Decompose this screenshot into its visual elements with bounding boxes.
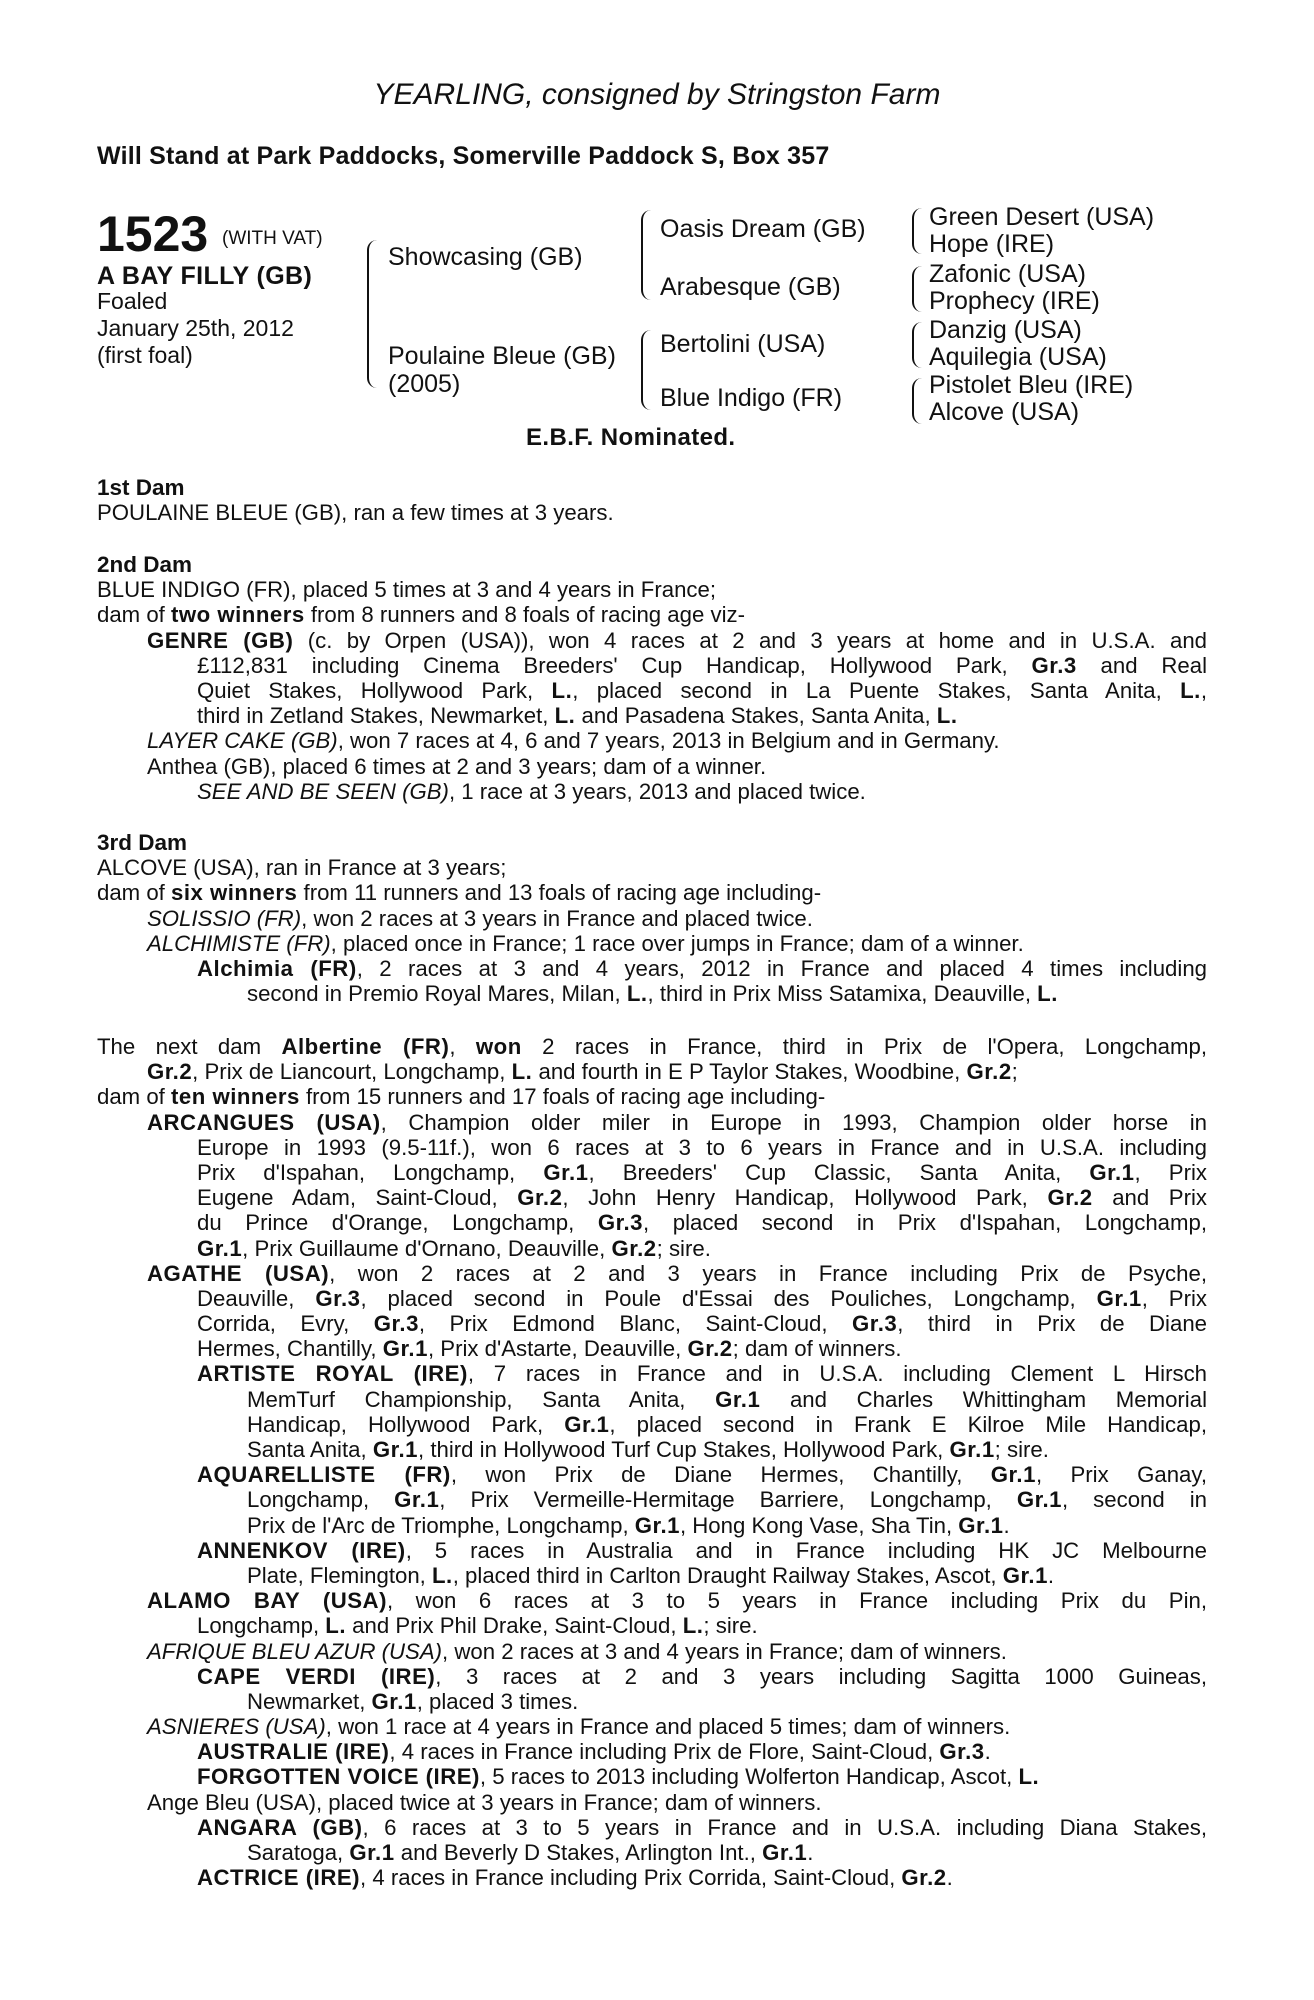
text-line: [97, 653, 1207, 678]
first-dam-section: [97, 475, 1207, 525]
bold-text: ARCANGUES (USA): [147, 1109, 381, 1135]
text-segment: , Champion older miler in Europe in 1993, Champion older horse in: [380, 1109, 1208, 1135]
third-dam-section: [97, 830, 1207, 1006]
italic-text: ALCHIMISTE (FR): [147, 930, 331, 956]
text-segment: dam of: [97, 880, 171, 906]
text-segment: , 6 races at 3 to 5 years in France and in U.S.A. including Diana Stakes,: [362, 1814, 1207, 1840]
italic-text: SOLISSIO (FR): [147, 905, 302, 931]
text-line: [97, 1487, 1207, 1512]
text-segment: , placed second in Poule d'Essai des Pouliches, Longchamp,: [360, 1285, 1097, 1311]
text-segment: from 11 runners and 13 foals of racing age including-: [297, 880, 822, 906]
text-segment: and Beverly D Stakes, Arlington Int.,: [394, 1840, 763, 1865]
pedigree-brace-main: [367, 240, 379, 388]
pedigree-sdd: Prophecy (IRE): [929, 287, 1100, 315]
foaled-label: Foaled: [97, 288, 168, 314]
italic-text: SEE AND BE SEEN (GB): [197, 778, 449, 804]
bold-text: Gr.1: [949, 1437, 995, 1462]
text-segment: The next dam: [97, 1034, 282, 1059]
text-line: [97, 1210, 1207, 1235]
text-segment: and Prix Phil Drake, Saint-Cloud,: [346, 1613, 683, 1639]
bold-text: Gr.2: [611, 1235, 657, 1261]
bold-text: ten winners: [171, 1084, 300, 1110]
pedigree-dds: Pistolet Bleu (IRE): [929, 371, 1134, 399]
ebf-nominated: E.B.F. Nominated.: [526, 424, 736, 451]
text-line: [97, 1739, 1207, 1764]
text-line: [97, 628, 1207, 653]
bold-text: Gr.1: [1016, 1487, 1063, 1513]
pedigree-brace-sd: [912, 266, 922, 312]
text-segment: , won 6 races at 3 to 5 years in France including Prix du Pin,: [386, 1588, 1208, 1614]
bold-text: ACTRICE (IRE): [197, 1865, 361, 1891]
text-segment: , Prix d'Astarte, Deauville,: [427, 1336, 688, 1362]
text-segment: , placed second in Prix d'Ispahan, Longchamp,: [643, 1210, 1208, 1236]
text-segment: ;: [1011, 1059, 1018, 1085]
bold-text: Gr.1: [762, 1840, 808, 1865]
text-segment: Prix de l'Arc de Triomphe, Longchamp,: [247, 1512, 635, 1538]
text-segment: .: [807, 1840, 814, 1865]
bold-text: Gr.3: [597, 1210, 644, 1236]
text-segment: , won 2 races at 3 years in France and placed twice.: [301, 905, 813, 931]
text-line: [97, 1286, 1207, 1311]
text-segment: Santa Anita,: [247, 1437, 373, 1462]
bold-text: GENRE (GB): [147, 627, 294, 653]
pedigree-brace-ss: [912, 208, 922, 254]
text-line: [97, 1387, 1207, 1412]
text-line: [97, 703, 1207, 728]
bold-text: Gr.1: [990, 1462, 1036, 1488]
text-line: [97, 880, 1207, 905]
text-segment: , third in Prix de Diane: [897, 1311, 1207, 1337]
text-segment: .: [1003, 1512, 1010, 1538]
text-line: [97, 1059, 1207, 1084]
text-segment: .: [946, 1865, 953, 1891]
third-dam-lines: [97, 855, 1207, 1006]
text-segment: , won 7 races at 4, 6 and 7 years, 2013 in Belgium and in Germany.: [337, 728, 1000, 754]
section-heading: 2nd Dam: [97, 552, 193, 577]
text-segment: , Hong Kong Vase, Sha Tin,: [679, 1512, 959, 1538]
text-segment: , Prix: [1134, 1159, 1207, 1185]
text-line: [97, 931, 1207, 956]
lot-number: 1523: [97, 206, 209, 262]
pedigree-dam: Poulaine Bleue (GB): [388, 342, 616, 370]
bold-text: L.: [551, 677, 573, 703]
bold-text: L.: [511, 1059, 533, 1085]
bold-text: ANGARA (GB): [197, 1814, 363, 1840]
text-segment: 2 races in France, third in Prix de l'Opera, Longchamp,: [521, 1034, 1207, 1059]
text-segment: , third in Prix Miss Satamixa, Deauville,: [647, 981, 1038, 1007]
bold-text: Albertine (FR): [281, 1034, 450, 1059]
pedigree-sds: Zafonic (USA): [929, 260, 1086, 288]
pedigree-brace-dam: [641, 330, 651, 410]
text-line: [97, 1639, 1207, 1664]
text-segment: du Prince d'Orange, Longchamp,: [197, 1210, 598, 1236]
text-segment: BLUE INDIGO (FR), placed 5 times at 3 and 4 years in France;: [97, 577, 717, 603]
bold-text: L.: [936, 703, 958, 729]
pedigree-dam-year: (2005): [388, 370, 461, 398]
text-segment: , placed once in France; 1 race over jumps in France; dam of a winner.: [330, 930, 1024, 956]
text-segment: third in Zetland Stakes, Newmarket,: [197, 703, 555, 729]
bold-text: Gr.3: [852, 1311, 898, 1337]
text-segment: ; dam of winners.: [732, 1336, 902, 1362]
text-segment: , 7 races in France and in U.S.A. including Clement L Hirsch: [467, 1361, 1208, 1387]
text-segment: , placed third in Carlton Draught Railway Stakes, Ascot,: [452, 1562, 1003, 1588]
text-segment: from 8 runners and 8 foals of racing age viz-: [304, 602, 745, 628]
text-segment: Handicap, Hollywood Park,: [247, 1411, 565, 1437]
bold-text: Gr.2: [901, 1865, 947, 1891]
text-segment: dam of: [97, 602, 171, 628]
text-line: [97, 1160, 1207, 1185]
text-line: [97, 1261, 1207, 1286]
text-segment: , Prix Vermeille-Hermitage Barriere, Longchamp,: [439, 1487, 1017, 1513]
text-line: [97, 1513, 1207, 1538]
text-segment: , won 1 race at 4 years in France and placed 5 times; dam of winners.: [325, 1714, 1011, 1740]
bold-text: Gr.1: [958, 1512, 1004, 1538]
text-line: [97, 1185, 1207, 1210]
bold-text: L.: [554, 703, 576, 729]
pedigree-dss: Danzig (USA): [929, 316, 1082, 344]
pedigree-ddd: Alcove (USA): [929, 398, 1080, 426]
text-segment: , 5 races in Australia and in France including HK JC Melbourne: [405, 1537, 1207, 1563]
text-line: [97, 1110, 1207, 1135]
bold-text: ANNENKOV (IRE): [197, 1537, 406, 1563]
text-line: [97, 1538, 1207, 1563]
text-segment: ,: [449, 1034, 476, 1059]
text-segment: and Real: [1076, 652, 1207, 678]
bold-text: Gr.1: [372, 1437, 418, 1462]
text-segment: , placed second in Frank E Kilroe Mile Handicap,: [609, 1411, 1207, 1437]
text-segment: , 2 races at 3 and 4 years, 2012 in France and placed 4 times including: [356, 955, 1208, 981]
bold-text: L.: [1037, 981, 1058, 1007]
bold-text: Gr.1: [371, 1688, 417, 1714]
text-segment: dam of: [97, 1084, 171, 1110]
vat-note: (WITH VAT): [222, 228, 323, 249]
text-segment: , Prix Guillaume d'Ornano, Deauville,: [242, 1235, 612, 1261]
text-segment: ; sire.: [703, 1613, 758, 1639]
text-segment: from 15 runners and 17 foals of racing age including-: [299, 1084, 826, 1110]
text-segment: , Breeders' Cup Classic, Santa Anita,: [588, 1159, 1090, 1185]
bold-text: FORGOTTEN VOICE (IRE): [197, 1764, 480, 1790]
next-dam-lines: [97, 1034, 1207, 1890]
pedigree-sire-dam: Arabesque (GB): [660, 273, 841, 301]
text-segment: Saratoga,: [247, 1840, 350, 1865]
bold-text: ALAMO BAY (USA): [147, 1588, 387, 1614]
text-line: [97, 855, 1207, 880]
pedigree-sire: Showcasing (GB): [388, 243, 583, 271]
text-segment: Longchamp,: [247, 1487, 395, 1513]
first-dam-text: POULAINE BLEUE (GB), ran a few times at 3 years.: [97, 500, 614, 526]
text-line: [97, 728, 1207, 753]
text-line: [97, 1034, 1207, 1059]
text-line: [97, 956, 1207, 981]
pedigree-ssd: Hope (IRE): [929, 230, 1055, 258]
bold-text: CAPE VERDI (IRE): [197, 1663, 436, 1689]
catalogue-header: YEARLING, consigned by Stringston Farm: [373, 78, 941, 111]
text-segment: , 1 race at 3 years, 2013 and placed twice.: [448, 778, 866, 804]
text-segment: , 5 races to 2013 including Wolferton Handicap, Ascot,: [479, 1764, 1019, 1790]
text-line: [97, 1437, 1207, 1462]
bold-text: Gr.1: [564, 1411, 610, 1437]
bold-text: Gr.1: [1096, 1285, 1142, 1311]
bold-text: L.: [682, 1613, 704, 1639]
text-segment: and Pasadena Stakes, Santa Anita,: [575, 703, 937, 729]
text-line: [97, 1084, 1207, 1109]
text-line: [97, 1613, 1207, 1638]
text-segment: Europe in 1993 (9.5-11f.), won 6 races at 3 to 6 years in France and in U.S.A. including: [197, 1134, 1207, 1160]
first-foal-note: (first foal): [97, 342, 193, 368]
text-segment: ; sire.: [656, 1235, 711, 1261]
text-segment: ,: [1200, 677, 1207, 703]
bold-text: Gr.1: [715, 1386, 761, 1412]
text-segment: , Prix Edmond Blanc, Saint-Cloud,: [418, 1311, 853, 1337]
text-line: [97, 1135, 1207, 1160]
text-line: [97, 1764, 1207, 1789]
italic-text: LAYER CAKE (GB): [147, 728, 338, 754]
bold-text: L.: [1018, 1764, 1040, 1790]
section-heading: 3rd Dam: [97, 830, 188, 855]
text-segment: £112,831 including Cinema Breeders' Cup Handicap, Hollywood Park,: [197, 652, 1032, 678]
foaled-date: January 25th, 2012: [97, 315, 294, 341]
bold-text: Gr.1: [543, 1159, 589, 1185]
text-line: [97, 1865, 1207, 1890]
text-segment: Corrida, Evry,: [197, 1311, 374, 1337]
text-line: [97, 1361, 1207, 1386]
text-segment: Hermes, Chantilly,: [197, 1336, 383, 1362]
bold-text: Gr.2: [687, 1336, 733, 1362]
bold-text: Gr.1: [1089, 1159, 1135, 1185]
bold-text: ARTISTE ROYAL (IRE): [197, 1361, 468, 1387]
bold-text: AQUARELLISTE (FR): [197, 1462, 451, 1488]
text-segment: Deauville,: [197, 1285, 316, 1311]
text-segment: , second in: [1062, 1487, 1207, 1513]
bold-text: Gr.2: [517, 1185, 563, 1211]
text-segment: MemTurf Championship, Santa Anita,: [247, 1386, 716, 1412]
text-segment: (c. by Orpen (USA)), won 4 races at 2 and 3 years at home and in U.S.A. and: [293, 627, 1207, 653]
bold-text: Alchimia (FR): [197, 955, 357, 981]
italic-text: AFRIQUE BLEU AZUR (USA): [147, 1638, 443, 1664]
text-segment: , John Henry Handicap, Hollywood Park,: [562, 1185, 1048, 1211]
bold-text: Gr.2: [1047, 1185, 1093, 1211]
pedigree-dsd: Aquilegia (USA): [929, 343, 1107, 371]
text-line: [97, 1689, 1207, 1714]
text-segment: Longchamp,: [197, 1613, 326, 1639]
pedigree-sss: Green Desert (USA): [929, 203, 1155, 231]
text-line: [97, 906, 1207, 931]
text-segment: ALCOVE (USA), ran in France at 3 years;: [97, 855, 507, 881]
bold-text: L.: [325, 1613, 347, 1639]
text-segment: Eugene Adam, Saint-Cloud,: [197, 1185, 518, 1211]
pedigree-sire-sire: Oasis Dream (GB): [660, 215, 866, 243]
text-line: [97, 779, 1207, 804]
text-line: [97, 1462, 1207, 1487]
bold-text: Gr.3: [939, 1739, 985, 1765]
next-dam-section: [97, 1034, 1207, 1890]
text-segment: , won 2 races at 3 and 4 years in France; dam of winners.: [442, 1638, 1007, 1664]
lot-name: A BAY FILLY (GB): [97, 262, 313, 290]
italic-text: ASNIERES (USA): [147, 1714, 326, 1740]
text-line: [97, 1714, 1207, 1739]
text-segment: Newmarket,: [247, 1688, 372, 1714]
text-segment: , third in Hollywood Turf Cup Stakes, Hollywood Park,: [418, 1437, 950, 1462]
text-line: [97, 678, 1207, 703]
bold-text: Gr.2: [147, 1059, 193, 1085]
text-line: [97, 1588, 1207, 1613]
text-line: [97, 602, 1207, 627]
stable-location: Will Stand at Park Paddocks, Somerville Paddock S, Box 357: [97, 142, 830, 170]
bold-text: Gr.1: [634, 1512, 680, 1538]
bold-text: two winners: [171, 602, 305, 628]
bold-text: Gr.1: [349, 1840, 395, 1865]
pedigree-brace-ds: [912, 322, 922, 368]
text-segment: , placed 3 times.: [416, 1688, 579, 1714]
text-line: [97, 1790, 1207, 1815]
text-segment: second in Premio Royal Mares, Milan,: [247, 981, 627, 1007]
bold-text: Gr.3: [373, 1311, 419, 1337]
bold-text: L.: [1180, 677, 1201, 703]
bold-text: AGATHE (USA): [147, 1260, 330, 1286]
text-line: [97, 1815, 1207, 1840]
text-segment: Prix d'Ispahan, Longchamp,: [197, 1159, 544, 1185]
pedigree-dam-sire: Bertolini (USA): [660, 330, 826, 358]
bold-text: six winners: [171, 880, 298, 906]
bold-text: Gr.2: [966, 1059, 1012, 1085]
text-segment: Plate, Flemington,: [247, 1562, 432, 1588]
text-segment: and Charles Whittingham Memorial: [760, 1386, 1208, 1412]
pedigree-brace-sire: [641, 210, 651, 300]
text-segment: Quiet Stakes, Hollywood Park,: [197, 677, 552, 703]
section-heading: 1st Dam: [97, 475, 185, 500]
text-segment: Ange Bleu (USA), placed twice at 3 years in France; dam of winners.: [147, 1789, 822, 1815]
second-dam-lines: [97, 577, 1207, 804]
text-line: [97, 577, 1207, 602]
text-line: [97, 1412, 1207, 1437]
text-segment: , won Prix de Diane Hermes, Chantilly,: [450, 1462, 991, 1488]
text-segment: , 3 races at 2 and 3 years including Sagitta 1000 Guineas,: [435, 1663, 1207, 1689]
text-line: [97, 1840, 1207, 1865]
text-segment: , Prix: [1141, 1285, 1208, 1311]
text-line: [97, 1311, 1207, 1336]
text-segment: .: [984, 1739, 991, 1765]
bold-text: Gr.3: [1031, 652, 1077, 678]
text-line: [97, 1664, 1207, 1689]
text-segment: , Prix de Liancourt, Longchamp,: [192, 1059, 512, 1085]
text-line: [97, 1563, 1207, 1588]
text-line: [97, 754, 1207, 779]
text-segment: , placed second in La Puente Stakes, Santa Anita,: [572, 677, 1181, 703]
text-segment: , 4 races in France including Prix Corrida, Saint-Cloud,: [360, 1865, 902, 1891]
text-segment: , Prix Ganay,: [1035, 1462, 1207, 1488]
text-segment: , 4 races in France including Prix de Flore, Saint-Cloud,: [389, 1739, 940, 1765]
bold-text: Gr.1: [1002, 1562, 1048, 1588]
text-line: [97, 1336, 1207, 1361]
bold-text: Gr.3: [315, 1285, 361, 1311]
bold-text: Gr.1: [197, 1235, 243, 1261]
text-segment: ; sire.: [994, 1437, 1049, 1462]
bold-text: L.: [432, 1562, 453, 1588]
text-segment: .: [1047, 1562, 1055, 1588]
second-dam-section: [97, 552, 1207, 804]
bold-text: won: [475, 1034, 522, 1059]
text-line: [97, 1236, 1207, 1261]
pedigree-brace-dd: [912, 378, 922, 424]
bold-text: AUSTRALIE (IRE): [197, 1739, 390, 1765]
bold-text: Gr.1: [382, 1336, 428, 1362]
text-segment: and fourth in E P Taylor Stakes, Woodbine,: [532, 1059, 967, 1085]
text-segment: , won 2 races at 2 and 3 years in France including Prix de Psyche,: [329, 1260, 1207, 1286]
text-segment: and Prix: [1092, 1185, 1208, 1211]
text-line: [97, 981, 1207, 1006]
text-segment: Anthea (GB), placed 6 times at 2 and 3 years; dam of a winner.: [147, 753, 767, 779]
bold-text: Gr.1: [394, 1487, 440, 1513]
bold-text: L.: [626, 981, 648, 1007]
pedigree-dam-dam: Blue Indigo (FR): [660, 384, 843, 412]
